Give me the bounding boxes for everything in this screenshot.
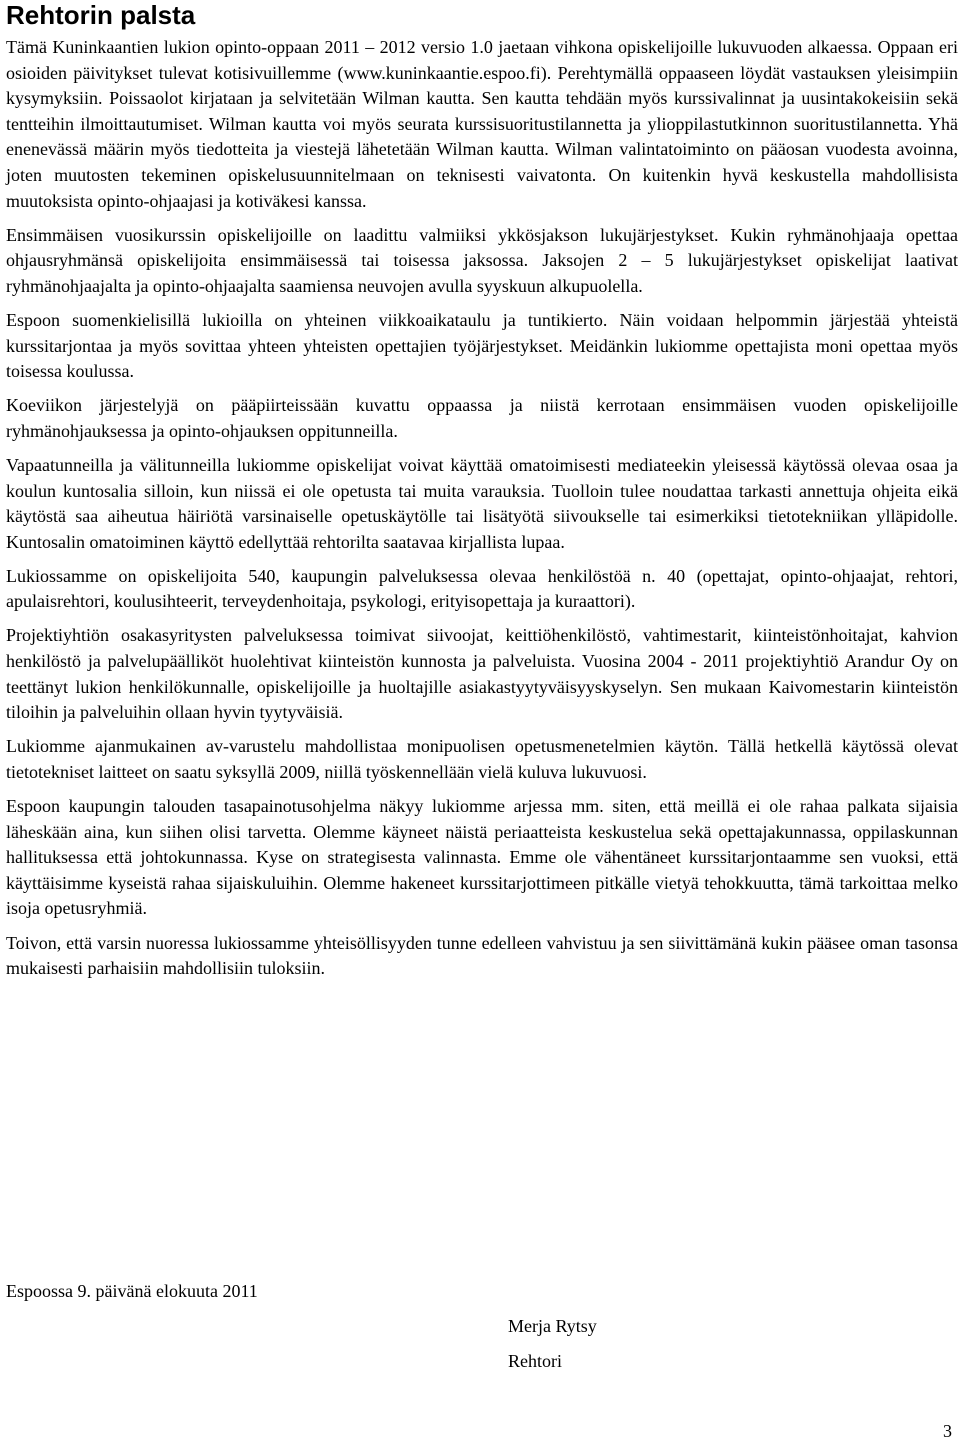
page-title: Rehtorin palsta [6,0,196,30]
paragraph-free-periods: Vapaatunneilla ja välitunneilla lukiomme opiskelijat voivat käyttää omatoimisesti mediateekin yleisessä käytössä olevaa osaa ja koulun kuntosalia silloin, kun niissä ei ole opetusta tai muita varauksia. Tuolloin tulee noudattaa tarkasti annettuja ohjeita eikä käytöstä saa aiheutua häiriötä varsinaiselle opetuskäytölle tai lisätyötä siivoukselle tai esimerkiksi tietotekniikan ylläpidolle. Kuntosalin omatoiminen käyttö edellyttää rehtorilta saatavaa kirjallista lupaa. [6,454,958,552]
date-line: Espoossa 9. päivänä elokuuta 2011 [6,1281,258,1301]
paragraph-facility-services: Projektiyhtiön osakasyritysten palveluksessa toimivat siivoojat, keittiöhenkilöstö, vahtimestarit, kiinteistönhoitajat, kahvion henkilöstö ja palvelupäälliköt huolehtivat kiinteistön kunnosta ja palveluista. Vuosina 2004 - 2011 projektiyhtiö Arandur Oy on teettänyt lukion henkilökunnalle, opiskelijoille ja huoltajille asiakastyytyväisyyskyselyn. Sen mukaan Kaivomestarin kiinteistön tiloihin ja palveluihin ollaan hyvin tyytyväisiä. [6,625,958,723]
paragraph-first-year: Ensimmäisen vuosikurssin opiskelijoille on laadittu valmiiksi ykkösjakson lukujärjestykset. Kukin ryhmänohjaaja opettaa ohjausryhmänsä opiskelijoita ensimmäisessä tai toisessa jaksossa. Jaksojen 2 – 5 lukujärjestykset opiskelijat laativat ryhmänohjaajalta ja opinto-ohjaajalta saamiensa neuvojen avulla syyskuun alkupuolella. [6,224,958,296]
paragraph-staff: Lukiossamme on opiskelijoita 540, kaupungin palveluksessa olevaa henkilöstöä n. 40 (opettajat, opinto-ohjaajat, rehtori, apulaisrehtori, koulusihteerit, terveydenhoitaja, psykologi, erityisopettaja ja kuraattori). [6,565,958,612]
signature-name: Merja Rytsy [508,1316,597,1336]
document-page [6,0,958,990]
paragraph-av-equipment: Lukiomme ajanmukainen av-varustelu mahdollistaa monipuolisen opetusmenetelmien käytön. Tällä hetkellä käytössä olevat tietotekniset laitteet on saatu syksyllä 2009, niillä työskennellään vielä kuluva lukuvuosi. [6,736,958,782]
paragraph-budget: Espoon kaupungin talouden tasapainotusohjelma näkyy lukiomme arjessa mm. siten, että meillä ei ole rahaa palkata sijaisia läheskään aina, kun siihen olisi tarvetta. Olemme käyneet näistä periaatteista keskustelua sekä opettajakunnassa, oppilaskunnan hallituksessa että johtokunnassa. Kyse on strategisesta valinnasta. Emme ole vähentäneet kurssitarjontaamme sen vuoksi, että käyttäisimme kyseistä rahaa sijaiskuluihin. Olemme hakeneet kurssitarjottimeen pitkälle vietyä tehokkuutta, tämä tarkoittaa melko isoja opetusryhmiä. [6,796,958,919]
paragraph-closing: Toivon, että varsin nuoressa lukiossamme yhteisöllisyyden tunne edelleen vahvistuu ja sen siivittämänä kukin pääsee oman tasonsa mukaisesti parhaisiin mahdollisiin tuloksiin. [6,932,958,979]
signature-role: Rehtori [508,1351,562,1371]
paragraph-schedule: Espoon suomenkielisillä lukioilla on yhteinen viikkoaikataulu ja tuntikierto. Näin voidaan helpommin järjestää yhteistä kurssitarjontaa ja myös sovittaa yhteen yhteisten opettajien työjärjestykset. Meidänkin lukiomme opettajista moni opettaa myös toisessa koulussa. [6,309,958,382]
paragraph-exam-week: Koeviikon järjestelyjä on pääpiirteissään kuvattu oppaassa ja niistä kerrotaan ensimmäisen vuoden opiskelijoille ryhmänohjauksessa ja opinto-ohjauksen oppitunneilla. [6,395,958,441]
paragraph-intro: Tämä Kuninkaantien lukion opinto-oppaan 2011 – 2012 versio 1.0 jaetaan vihkona opiskelijoille lukuvuoden alkaessa. Oppaan eri osioiden päivitykset tulevat kotisivuillemme (www.kuninkaantie.espoo.fi). Perehtymällä oppaaseen löydät vastauksen yleisimpiin kysymyksiin. Poissaolot kirjataan ja selvitetään Wilman kautta. Sen kautta tehdään myös kurssivalinnat ja uusintakokeisiin sekä tentteihin ilmoittautumiset. Wilman kautta voi myös seurata kurssisuoritustilannetta ja ylioppilastutkinnon suoritustilannetta. Yhä enenevässä määrin myös tiedotteita ja viestejä lähetetään Wilman kautta. Wilman valintatoiminto on pääosan vuodesta avoinna, joten muutosten tekeminen opiskelusuunnitelmaan on teknisesti vaivatonta. On kuitenkin hyvä keskustella mahdollisista muutoksista opinto-ohjaajasi ja kotiväkesi kanssa. [6,37,958,211]
page-number: 3 [943,1421,952,1441]
